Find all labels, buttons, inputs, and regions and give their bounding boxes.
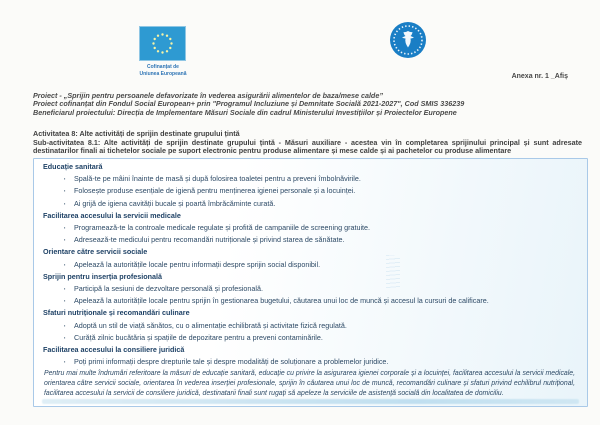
bullet-icon: ▪	[64, 225, 66, 231]
eu-flag-stars	[140, 27, 185, 60]
bullet-icon: ▪	[64, 261, 66, 267]
bullet-icon: ▪	[64, 176, 66, 182]
subactivity-line	[33, 139, 582, 156]
project-title-line: Proiect - „Sprijin pentru persoanele defavorizate în vederea asigurării alimentelor de baza/mese calde”	[33, 91, 383, 100]
bullet-item	[43, 234, 579, 246]
bullet-icon: ▪	[64, 322, 66, 328]
bullet-icon: ▪	[64, 286, 66, 292]
section-heading-legal-counseling: Facilitarea accesului la consiliere juridică	[43, 345, 185, 355]
bullet-item	[43, 259, 579, 271]
eu-caption-line1: Cofinanțat de	[147, 64, 179, 70]
section-heading-medical-services: Facilitarea accesului la servicii medicale	[43, 210, 181, 220]
bullet-item	[43, 283, 579, 295]
bullet-icon: ▪	[64, 200, 66, 206]
bullet-icon: ▪	[64, 237, 66, 243]
bullet-text: Folosește produse esențiale de igienă pentru menținerea igienei personale și a locuinței.	[74, 186, 356, 196]
bullet-item	[43, 356, 579, 368]
bullet-text: Apelează la autoritățile locale pentru sprijin în gestionarea bugetului, căutarea unui loc de muncă și accesul la cursuri de calificare.	[74, 296, 489, 306]
bullet-item	[43, 185, 579, 197]
eu-flag-caption	[113, 64, 213, 77]
bullet-item	[43, 332, 579, 344]
project-header	[33, 92, 581, 117]
bullet-item	[43, 173, 579, 185]
info-box	[33, 158, 588, 407]
eu-caption-line2: Uniunea Europeană	[139, 70, 187, 77]
project-funding-line: Proiect cofinanțat din Fondul Social European+ prin "Programul Incluziune și Demnitate Socială 2021-2027", Cod SMIS 336239	[33, 99, 465, 109]
scan-artifact	[386, 255, 400, 289]
section-heading-social-services: Orientare către servicii sociale	[43, 247, 148, 257]
bullet-icon: ▪	[64, 298, 66, 304]
info-box-content	[34, 159, 587, 399]
activity-text: Alte activități de sprijin destinate grupului țintă	[77, 129, 240, 138]
annex-label: Anexa nr. 1 _Afiș	[511, 73, 568, 80]
bullet-item	[43, 295, 579, 307]
bullet-text: Curăță zilnic bucătăria și spațiile de depozitare pentru a preveni contaminările.	[74, 332, 323, 342]
bullet-item	[43, 320, 579, 332]
bullet-text: Apelează la autoritățile locale pentru informații despre sprijin social disponibil.	[74, 259, 321, 269]
bullet-text: Ai grijă de igiena cavității bucale și poartă îmbrăcăminte curată.	[74, 198, 276, 208]
subactivity-text: Alte activități de sprijin destinate grupului țintă - Măsuri auxiliare - acestea vin în completarea sprijinului principal și sunt adresate destinatarilor finali ai tichetelor sociale pe suport electronic pentru produse alimentare și mese calde și ai pachetelor cu produse alimentare	[33, 137, 582, 156]
section-heading-professional-insertion: Sprijin pentru inserția profesională	[43, 271, 163, 281]
activity-label: Activitatea 8:	[33, 129, 78, 138]
project-beneficiary-line: Beneficiarul proiectului: Direcția de Implementare Măsuri Sociale din cadrul Ministerului Investițiilor și Proiectelor Europene	[33, 107, 457, 117]
scan-artifact-streak	[42, 399, 579, 404]
bullet-item	[43, 198, 579, 210]
romanian-government-seal-icon	[389, 21, 427, 59]
bullet-text: Poți primi informații despre drepturile tale și despre modalități de soluționare a problemelor juridice.	[74, 357, 389, 367]
bullet-icon: ▪	[64, 334, 66, 340]
bullet-text: Spală-te pe mâini înainte de masă și după folosirea toaletei pentru a preveni îmbolnăvirile.	[74, 174, 361, 184]
box-footer-note: Pentru mai multe îndrumări referitoare la măsuri de educație sanitară, educație cu privire la asigurarea igienei corporale și a locuinței, facilitarea accesului la servicii medicale, orientarea către servicii sociale, orientarea în vederea inserției profesionale, sprijin în căutarea unui loc de muncă, recomandări culinare și sfaturi privind echilibrul nutrițional, facilitarea accesului la servicii de consiliere juridică, destinatarii finali sunt rugați să apeleze la serviciile de asistență socială din localitatea de domiciliu.	[44, 370, 575, 398]
bullet-text: Participă la sesiuni de dezvoltare personală și profesională.	[74, 284, 263, 294]
bullet-text: Adresează-te medicului pentru recomandări nutriționale și privind starea de sănătate.	[74, 235, 345, 245]
section-heading-nutrition-advice: Sfaturi nutriționale și recomandări culinare	[43, 308, 190, 318]
activity-section	[33, 130, 582, 156]
subactivity-label: Sub-activitatea 8.1:	[33, 137, 101, 147]
eu-flag-icon	[140, 27, 185, 60]
bullet-icon: ▪	[64, 359, 66, 365]
section-heading-sanitary-education: Educație sanitară	[43, 162, 103, 171]
bullet-text: Programează-te la controale medicale regulate și profită de campaniile de screening gratuite.	[74, 223, 371, 233]
bullet-icon: ▪	[64, 188, 66, 194]
bullet-item	[43, 222, 579, 234]
bullet-text: Adoptă un stil de viață sănătos, cu o alimentație echilibrată și activitate fizică regulată.	[74, 320, 347, 330]
